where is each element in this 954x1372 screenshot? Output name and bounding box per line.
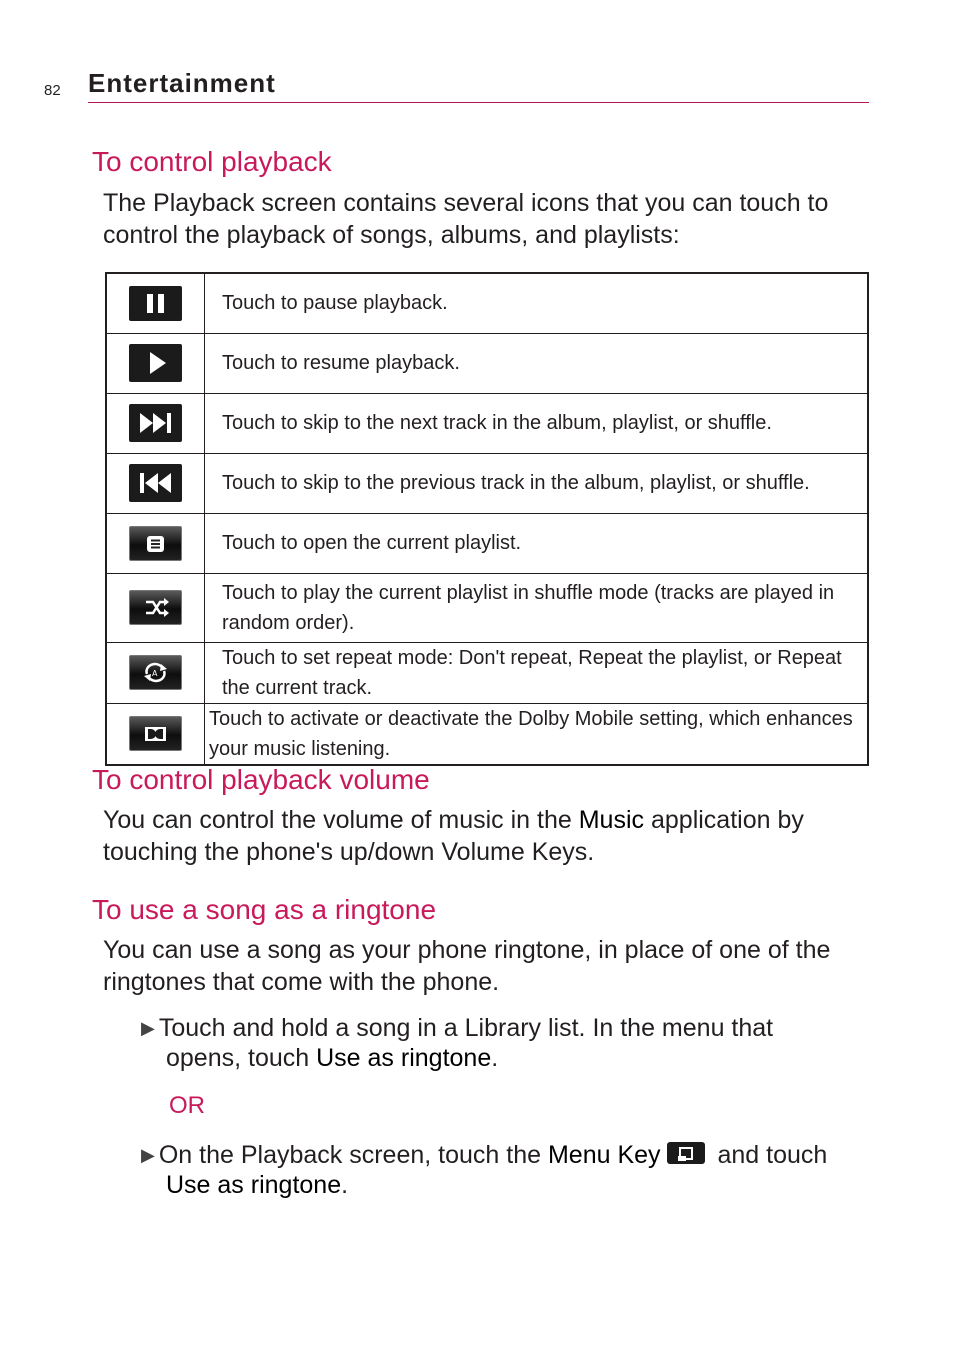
ringtone-step-2: ▶ On the Playback screen, touch the Menu Key and touch Use as ringtone.	[141, 1141, 828, 1199]
table-row	[106, 273, 868, 333]
menu-key-icon	[667, 1142, 705, 1164]
table-row	[106, 453, 868, 513]
page-number: 82	[44, 82, 61, 99]
table-row	[106, 393, 868, 453]
header-divider	[88, 102, 869, 103]
row-description: Touch to skip to the previous track in the album, playlist, or shuffle.	[205, 453, 869, 513]
table-row	[106, 573, 868, 642]
heading-control-playback: To control playback	[92, 146, 332, 177]
row-description: Touch to skip to the next track in the album, playlist, or shuffle.	[205, 393, 869, 453]
row-description: Touch to pause playback.	[205, 273, 869, 333]
section-title: Entertainment	[88, 68, 276, 98]
table-row	[106, 513, 868, 573]
ringtone-intro: You can use a song as your phone ringtone, in place of one of the ringtones that come with the phone.	[103, 936, 831, 996]
heading-ringtone: To use a song as a ringtone	[92, 894, 437, 925]
dolby-icon	[129, 716, 182, 751]
shuffle-icon	[129, 590, 182, 625]
volume-text: You can control the volume of music in the Music application by touching the phone's up/down Volume Keys.	[103, 806, 804, 866]
playback-icons-table	[105, 272, 869, 766]
use-as-ringtone-term: Use as ringtone	[316, 1044, 492, 1072]
playlist-icon	[129, 526, 182, 561]
bullet-arrow-icon: ▶	[141, 1145, 155, 1165]
pause-icon	[129, 286, 182, 321]
previous-track-icon	[129, 464, 182, 502]
repeat-icon	[129, 655, 182, 690]
row-description: Touch to set repeat mode: Don't repeat, Repeat the playlist, or Repeat the current track.	[205, 642, 869, 703]
use-as-ringtone-term: Use as ringtone	[166, 1171, 342, 1199]
play-icon	[129, 344, 182, 382]
music-app-term: Music	[578, 806, 645, 834]
table-row	[106, 333, 868, 393]
or-label: OR	[169, 1092, 205, 1119]
bullet-arrow-icon: ▶	[141, 1018, 155, 1038]
row-description: Touch to play the current playlist in shuffle mode (tracks are played in random order).	[205, 573, 869, 642]
menu-key-term: Menu Key	[547, 1141, 661, 1169]
next-track-icon	[129, 404, 182, 442]
table-row	[106, 642, 868, 703]
heading-control-volume: To control playback volume	[92, 764, 430, 795]
row-description: Touch to open the current playlist.	[205, 513, 869, 573]
row-description: Touch to resume playback.	[205, 333, 869, 393]
svg-text:A: A	[152, 669, 158, 678]
ringtone-step-1: ▶ Touch and hold a song in a Library list. In the menu that opens, touch Use as ringtone.	[141, 1014, 774, 1072]
row-description: Touch to activate or deactivate the Dolby Mobile setting, which enhances your music listening.	[205, 703, 869, 765]
playback-intro: The Playback screen contains several icons that you can touch to control the playback of songs, albums, and playlists:	[103, 189, 829, 249]
table-row	[106, 703, 868, 765]
